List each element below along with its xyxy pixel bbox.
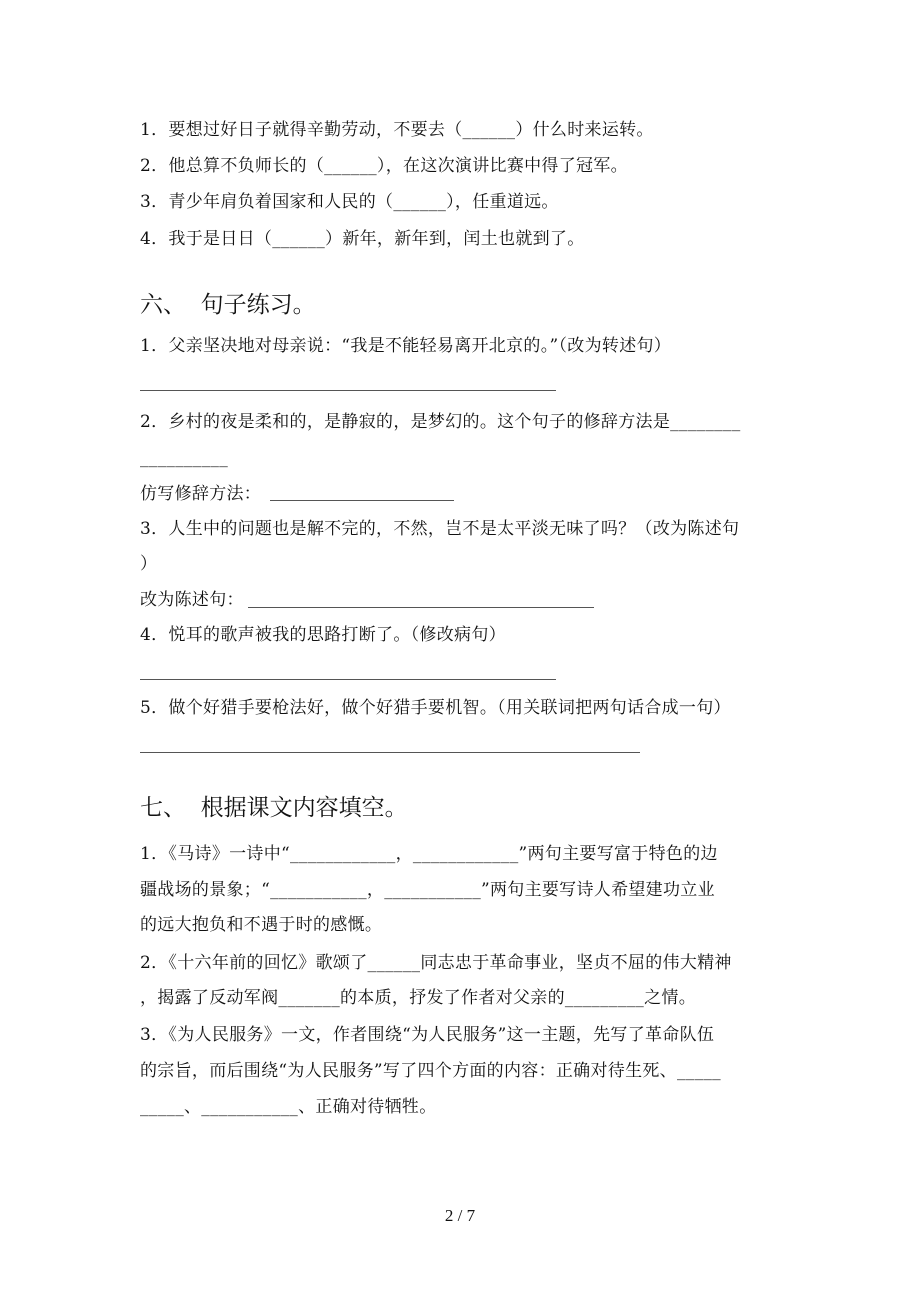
s6-question-5: 5．做个好猎手要枪法好，做个好猎手要机智。（用关联词把两句话合成一句） (140, 698, 731, 718)
s7-question-3-end: _____、___________、正确对待牺牲。 (140, 1097, 437, 1117)
fill-item-4: 4．我于是日日（______）新年，新年到，闰土也就到了。 (140, 229, 585, 249)
s7-question-1-end: 的远大抱负和不遇于时的感慨。 (140, 915, 383, 935)
page-number: 2 / 7 (444, 1206, 476, 1225)
section-6-title: 六、 句子练习。 (140, 292, 316, 318)
fill-item-1: 1．要想过好日子就得辛勤劳动，不要去（______）什么时来运转。 (140, 120, 654, 140)
s7-question-1-cont: 疆战场的景象；“___________，___________”两句主要写诗人希望建功立业 (140, 880, 715, 900)
s6-question-1: 1．父亲坚决地对母亲说：“我是不能轻易离开北京的。”（改为转述句） (140, 336, 672, 356)
s6-question-3: 3．人生中的问题也是解不完的，不然，岂不是太平淡无味了吗？（改为陈述句 (140, 519, 740, 539)
s6-question-4: 4．悦耳的歌声被我的思路打断了。（修改病句） (140, 625, 506, 645)
s7-question-1: 1．《马诗》一诗中“____________，____________”两句主要写富于特色的边 (140, 844, 718, 864)
section-7-title: 七、 根据课文内容填空。 (140, 795, 408, 821)
s6-q3-declarative-label: 改为陈述句： (140, 590, 244, 610)
s7-question-3: 3．《为人民服务》一文，作者围绕“为人民服务”这一主题，先写了革命队伍 (140, 1025, 715, 1045)
s6-q3-answer-line[interactable] (248, 607, 594, 608)
s6-q5-answer-line[interactable] (140, 752, 640, 753)
s7-question-2-cont: ，揭露了反动军阀_______的本质，抒发了作者对父亲的_________之情。 (140, 988, 696, 1008)
s6-q2-imitate-label: 仿写修辞方法： (140, 484, 262, 504)
s7-question-3-cont: 的宗旨，而后围绕“为人民服务”写了四个方面的内容：正确对待生死、_____ (140, 1061, 721, 1081)
fill-item-3: 3．青少年肩负着国家和人民的（______），任重道远。 (140, 192, 559, 212)
s7-question-2: 2．《十六年前的回忆》歌颂了______同志忠于革命事业，坚贞不屈的伟大精神 (140, 953, 732, 973)
s6-q2-answer-line[interactable] (270, 500, 454, 501)
s6-question-3-cont: ） (140, 554, 158, 574)
fill-item-2: 2．他总算不负师长的（______），在这次演讲比赛中得了冠军。 (140, 156, 628, 176)
s6-question-2: 2．乡村的夜是柔和的，是静寂的，是梦幻的。这个句子的修辞方法是________ (140, 412, 741, 432)
s6-q4-answer-line[interactable] (140, 679, 556, 680)
s6-question-2-cont: __________ (140, 448, 228, 468)
s6-q1-answer-line[interactable] (140, 390, 556, 391)
